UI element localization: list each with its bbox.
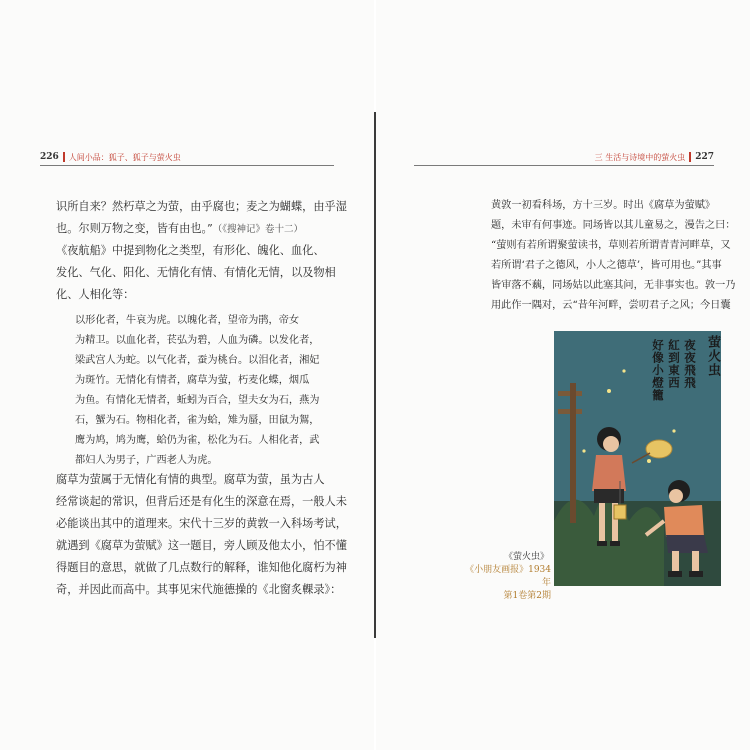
- left-running-header: [40, 150, 181, 164]
- child-1-shoe: [597, 541, 607, 546]
- text-line: 题，未审有何事迹。同场皆以其儿童易之，漫告之曰：: [491, 220, 736, 231]
- illustration-title: 萤火虫: [705, 335, 720, 377]
- text-line: 黄敦一初看科场，方十三岁。时出《腐草为萤赋》: [491, 200, 716, 211]
- right-page-number: 227: [695, 152, 714, 162]
- text-line: 皆审落不藕，同场姑以此塞其问，无非事实也。敦一乃: [491, 280, 736, 291]
- firefly: [672, 429, 675, 432]
- quote-line: 以形化者，牛哀为虎。以魄化者，望帝为鹃，帝女: [75, 315, 300, 326]
- figure-caption-title: 《萤火虫》: [504, 552, 550, 562]
- quote-line: 都妇人为男子，广西老人为虎。: [75, 455, 218, 466]
- text-line: 《夜航船》中提到物化之类型，有形化、魄化、血化、: [56, 244, 325, 257]
- text-line: 若所谓‘君子之德风，小人之德草’，皆可用也。”其事: [491, 260, 722, 271]
- text-line: 用此作一隅对，云“昔年河畔，尝叨君子之风；今日囊: [491, 300, 731, 311]
- left-paragraph-2: [56, 240, 336, 306]
- quote-line: 为精卫。以血化者，苌弘为碧，人血为磷。以发化者，: [75, 335, 320, 346]
- source-citation: （《搜神记》卷十二）: [212, 224, 304, 235]
- child-2-shorts: [666, 535, 708, 553]
- block-quote: [75, 311, 320, 471]
- child-2-shirt: [664, 505, 704, 537]
- child-1-shoe: [610, 541, 620, 546]
- quote-line: 石，蟹为石。物相化者，雀为蛤，雉为蜃，田鼠为鴽，: [75, 415, 320, 426]
- header-divider: [63, 152, 65, 162]
- left-page-number: 226: [40, 152, 59, 162]
- child-2-shoe: [689, 571, 703, 577]
- text-line: 化、人相化等：: [56, 288, 135, 301]
- left-page: [0, 0, 374, 750]
- right-page: [376, 0, 750, 750]
- child-2-leg: [692, 551, 699, 573]
- caption-line: 第1卷第2期: [503, 591, 551, 601]
- text-line: 就遇到《腐草为萤赋》这一题目，旁人顾及他太小，怕不懂: [56, 539, 347, 552]
- quote-line: 鹰为鸠，鸠为鹰，蛤仍为雀，松化为石。人相化者，武: [75, 435, 320, 446]
- poem-column-3: 好像小燈籠: [651, 339, 665, 402]
- left-running-title: 人间小品：狐子、狐子与萤火虫: [68, 152, 181, 162]
- quote-line: 梁武宫人为蛇。以气化者，蚕为桃台。以泪化者，湘妃: [75, 355, 320, 366]
- firefly: [582, 449, 585, 452]
- child-1-leg: [599, 503, 605, 543]
- quote-line: 为斑竹。无情化有情者，腐草为萤，朽麦化蝶，烟瓜: [75, 375, 310, 386]
- text-line: 必能谈出其中的道理来。宋代十三岁的黄敦一入科场考试，: [56, 517, 347, 530]
- text-line: 也。尔则万物之变，皆有由也。”（《搜神记》卷十二）: [56, 222, 304, 235]
- firefly: [607, 389, 611, 393]
- poem-column-2: 紅到東西: [667, 339, 681, 389]
- text-line: 识所自来？然朽草之为萤，由乎腐也；麦之为蝴蝶，由乎湿: [56, 200, 347, 213]
- figure-caption-source: [459, 564, 551, 603]
- header-divider: [689, 152, 691, 162]
- child-2-leg: [672, 551, 679, 573]
- right-paragraph-1: [491, 196, 736, 316]
- right-header-rule: [414, 165, 714, 166]
- firefly-lantern: [614, 505, 626, 519]
- child-1-face: [603, 436, 619, 452]
- right-running-header: [595, 150, 714, 164]
- child-1-shirt: [592, 455, 626, 491]
- fence-post: [570, 383, 576, 523]
- text-line: “萤则有若所谓聚萤读书，草则若所谓青青河畔草，又: [491, 240, 731, 251]
- quote-line: 为鱼。有情化无情者，蚯蚓为百合，望夫女为石，燕为: [75, 395, 320, 406]
- child-2-face: [669, 489, 683, 503]
- firefly: [622, 369, 625, 372]
- poem-column-1: 夜夜飛飛: [683, 339, 697, 389]
- left-paragraph-1: [56, 196, 347, 240]
- firefly-illustration: [554, 331, 721, 586]
- left-paragraph-3: [56, 469, 347, 601]
- text-line: 发化、气化、阳化、无情化有情、有情化无情，以及物相: [56, 266, 336, 279]
- hand-fan: [646, 440, 672, 458]
- child-2-shoe: [668, 571, 682, 577]
- text-line: 经常谈起的常识，但背后还是有化生的深意在焉，一般人未: [56, 495, 347, 508]
- text-line: 得题目的意思，就做了几点数行的解释，谁知他化腐朽为神: [56, 561, 347, 574]
- text-line: 腐草为萤属于无情化有情的典型。腐草为萤，虽为古人: [56, 473, 325, 486]
- right-running-title: 三 生活与诗境中的萤火虫: [594, 152, 686, 162]
- text-line: 奇，并因此而高中。其事见宋代施德操的《北窗炙輠录》：: [56, 583, 342, 596]
- left-header-rule: [40, 165, 334, 166]
- caption-line: 《小朋友画报》1934年: [465, 565, 551, 588]
- firefly: [647, 459, 651, 463]
